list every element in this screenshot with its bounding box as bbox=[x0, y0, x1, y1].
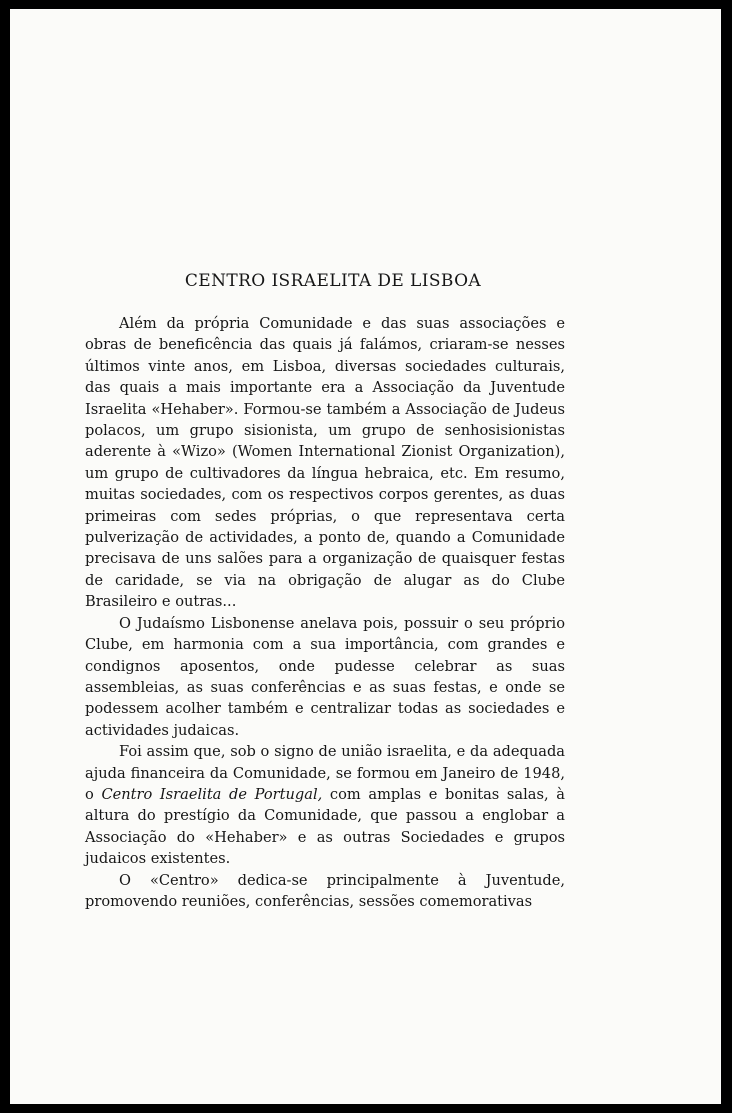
paragraph-3-text-before: Foi assim que, sob o signo de união israelita, e da adequada ajuda financeira da Comunidade, se formou em Janeiro de 1948, o bbox=[85, 743, 565, 803]
book-page bbox=[10, 9, 721, 1104]
centro-israelita-italic: Centro Israelita de Portugal, bbox=[101, 785, 323, 803]
paragraph-1: Além da própria Comunidade e das suas associações e obras de beneficência das quais já falámos, criaram-se nesses últimos vinte anos, em Lisboa, diversas sociedades culturais, das quais a mais importante era a Associação da Juventude Israelita «Hehaber». Formou-se também a Associação de Judeus polacos, um grupo sisionista, um grupo de senhosisionistas aderente à «Wizo» (Women International Zionist Organization), um grupo de cultivadores da língua hebraica, etc. Em resumo, muitas sociedades, com os respectivos corpos gerentes, as duas primeiras com sedes próprias, o que representava certa pulverização de actividades, a ponto de, quando a Comunidade precisava de uns salões para a organização de quaisquer festas de caridade, se via na obrigação de alugar as do Clube Brasileiro e outras... bbox=[85, 315, 565, 611]
page-content bbox=[85, 271, 565, 912]
paragraph-4: O «Centro» dedica-se principalmente à Juventude, promovendo reuniões, conferências, sessões comemorativas bbox=[85, 871, 565, 910]
paragraph-2: O Judaísmo Lisbonense anelava pois, possuir o seu próprio Clube, em harmonia com a sua importância, com grandes e condignos aposentos, onde pudesse celebrar as suas assembleias, as suas conferências e as suas festas, e onde se podessem acolher também e centralizar todas as sociedades e actividades judaicas. bbox=[85, 614, 565, 739]
paragraph-3 bbox=[85, 741, 565, 869]
paragraph-3-text-after: com amplas e bonitas salas, à altura do prestígio da Comunidade, que passou a englobar a Associação do «Hehaber» e as outras Sociedades e grupos judaicos existentes. bbox=[85, 785, 565, 868]
page-title: CENTRO ISRAELITA DE LISBOA bbox=[184, 271, 482, 291]
